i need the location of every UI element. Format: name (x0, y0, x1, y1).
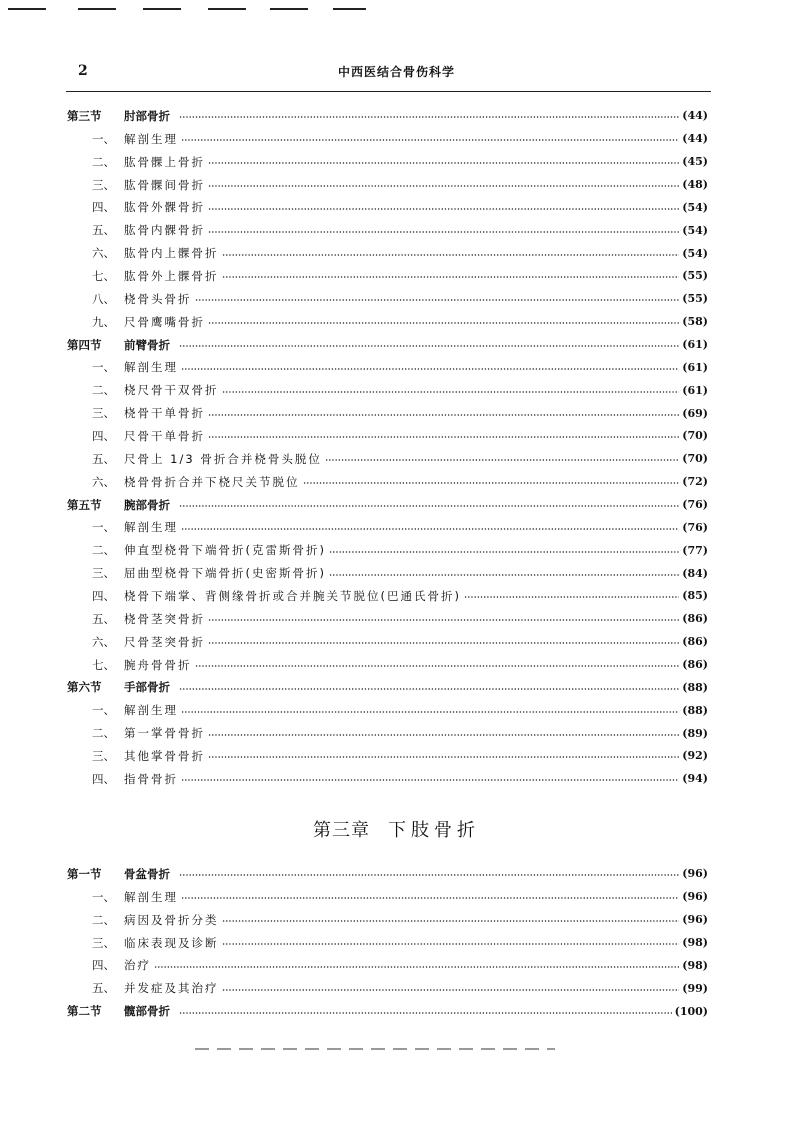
toc-block-chapter-3 (67, 863, 708, 1023)
entry-page-number: (72) (682, 475, 708, 489)
toc-section-entry (67, 333, 708, 356)
toc-block-chapter-2 (67, 105, 708, 791)
toc-item-entry (67, 379, 708, 402)
entry-page-number: (54) (682, 246, 708, 260)
toc-item-entry (67, 356, 708, 379)
entry-label: 二、 (92, 154, 115, 169)
toc-item-entry (67, 447, 708, 470)
entry-title: 伸直型桡骨下端骨折(克雷斯骨折) (124, 543, 326, 558)
entry-title: 桡骨下端掌、背侧缘骨折或合并腕关节脱位(巴通氏骨折) (124, 588, 461, 603)
toc-item-entry (67, 196, 708, 219)
entry-title: 腕舟骨骨折 (124, 657, 192, 672)
entry-page-number: (96) (682, 867, 708, 881)
entry-label: 五、 (92, 981, 115, 996)
entry-page-number: (70) (682, 429, 708, 443)
entry-title: 解剖生理 (124, 889, 178, 904)
entry-page-number: (84) (682, 566, 708, 580)
entry-title: 手部骨折 (124, 680, 170, 695)
entry-title: 尺骨鹰嘴骨折 (124, 314, 205, 329)
entry-title: 肱骨内上髁骨折 (124, 246, 219, 261)
dot-leader (303, 482, 680, 484)
entry-title: 治疗 (124, 958, 151, 973)
entry-title: 肱骨内髁骨折 (124, 223, 205, 238)
entry-label: 六、 (92, 634, 115, 649)
entry-label: 一、 (92, 889, 115, 904)
entry-title: 肘部骨折 (124, 108, 170, 123)
dot-leader (329, 574, 679, 576)
dot-leader (222, 276, 680, 278)
entry-title: 解剖生理 (124, 703, 178, 718)
scan-bottom-marks (195, 1048, 555, 1050)
toc-item-entry (67, 722, 708, 745)
entry-page-number: (89) (682, 726, 708, 740)
toc-item-entry (67, 402, 708, 425)
entry-label: 二、 (92, 543, 115, 558)
dot-leader (181, 779, 679, 781)
dot-leader (208, 756, 679, 758)
chapter-number: 第三章 (313, 820, 370, 841)
entry-page-number: (100) (674, 1004, 708, 1018)
dot-leader (208, 231, 679, 233)
toc-item-entry (67, 585, 708, 608)
entry-label: 第六节 (67, 680, 102, 695)
toc-item-entry (67, 539, 708, 562)
toc-item-entry (67, 470, 708, 493)
entry-label: 一、 (92, 703, 115, 718)
running-header-title: 中西医结合骨伤科学 (337, 65, 455, 79)
header-rule (66, 91, 711, 92)
toc-item-entry (67, 954, 708, 977)
dot-leader (179, 688, 679, 690)
entry-page-number: (70) (682, 452, 708, 466)
entry-title: 桡骨茎突骨折 (124, 611, 205, 626)
dot-leader (179, 345, 679, 347)
entry-page-number: (61) (682, 338, 708, 352)
entry-label: 五、 (92, 611, 115, 626)
entry-page-number: (55) (682, 292, 708, 306)
chapter-title: 下肢骨折 (388, 820, 480, 841)
dot-leader (195, 665, 680, 667)
dot-leader (222, 943, 680, 945)
toc-item-entry (67, 562, 708, 585)
dot-leader (181, 139, 679, 141)
entry-label: 五、 (92, 223, 115, 238)
entry-title: 肱骨髁上骨折 (124, 154, 205, 169)
entry-title: 其他掌骨骨折 (124, 748, 205, 763)
dot-leader (208, 322, 679, 324)
entry-label: 二、 (92, 912, 115, 927)
entry-label: 四、 (92, 428, 115, 443)
toc-item-entry (67, 931, 708, 954)
entry-label: 九、 (92, 314, 115, 329)
entry-label: 三、 (92, 935, 115, 950)
entry-title: 并发症及其治疗 (124, 981, 219, 996)
toc-item-entry (67, 699, 708, 722)
toc-item-entry (67, 908, 708, 931)
entry-label: 三、 (92, 406, 115, 421)
entry-label: 三、 (92, 566, 115, 581)
entry-title: 桡骨干单骨折 (124, 406, 205, 421)
toc-section-entry (67, 105, 708, 128)
dot-leader (179, 874, 679, 876)
dot-leader (208, 208, 679, 210)
entry-label: 八、 (92, 291, 115, 306)
entry-title: 桡尺骨干双骨折 (124, 383, 219, 398)
entry-title: 尺骨茎突骨折 (124, 634, 205, 649)
dot-leader (222, 391, 680, 393)
toc-item-entry (67, 767, 708, 790)
dot-leader (181, 711, 679, 713)
entry-label: 七、 (92, 268, 115, 283)
dot-leader (222, 989, 680, 991)
entry-page-number: (61) (682, 383, 708, 397)
toc-item-entry (67, 173, 708, 196)
entry-title: 骨盆骨折 (124, 866, 170, 881)
entry-title: 桡骨头骨折 (124, 291, 192, 306)
toc-section-entry (67, 493, 708, 516)
entry-label: 第一节 (67, 866, 102, 881)
dot-leader (179, 505, 679, 507)
page-number: 2 (78, 63, 88, 79)
entry-label: 四、 (92, 588, 115, 603)
dot-leader (179, 1012, 672, 1014)
entry-title: 腕部骨折 (124, 497, 170, 512)
entry-title: 前臂骨折 (124, 337, 170, 352)
entry-page-number: (86) (682, 658, 708, 672)
entry-title: 桡骨骨折合并下桡尺关节脱位 (124, 474, 300, 489)
entry-page-number: (44) (682, 109, 708, 123)
entry-page-number: (45) (682, 155, 708, 169)
toc-item-entry (67, 630, 708, 653)
entry-label: 四、 (92, 200, 115, 215)
entry-page-number: (58) (682, 315, 708, 329)
entry-page-number: (61) (682, 360, 708, 374)
entry-title: 尺骨干单骨折 (124, 428, 205, 443)
dot-leader (208, 619, 679, 621)
entry-page-number: (94) (682, 772, 708, 786)
entry-page-number: (55) (682, 269, 708, 283)
entry-label: 四、 (92, 958, 115, 973)
toc-item-entry (67, 977, 708, 1000)
entry-page-number: (76) (682, 520, 708, 534)
entry-label: 六、 (92, 246, 115, 261)
toc-item-entry (67, 265, 708, 288)
entry-page-number: (88) (682, 703, 708, 717)
entry-label: 五、 (92, 451, 115, 466)
dot-leader (181, 528, 679, 530)
entry-page-number: (96) (682, 890, 708, 904)
entry-label: 三、 (92, 748, 115, 763)
entry-page-number: (96) (682, 913, 708, 927)
toc-item-entry (67, 219, 708, 242)
entry-label: 第三节 (67, 108, 102, 123)
dot-leader (464, 596, 679, 598)
dot-leader (329, 551, 679, 553)
toc-item-entry (67, 242, 708, 265)
entry-page-number: (92) (682, 749, 708, 763)
entry-page-number: (44) (682, 132, 708, 146)
entry-title: 肱骨外髁骨折 (124, 200, 205, 215)
entry-label: 一、 (92, 360, 115, 375)
entry-page-number: (86) (682, 612, 708, 626)
dot-leader (181, 897, 679, 899)
toc-item-entry (67, 127, 708, 150)
entry-page-number: (69) (682, 406, 708, 420)
dot-leader (208, 436, 679, 438)
dot-leader (222, 254, 680, 256)
entry-label: 一、 (92, 520, 115, 535)
entry-title: 肱骨外上髁骨折 (124, 268, 219, 283)
dot-leader (208, 414, 679, 416)
toc-item-entry (67, 653, 708, 676)
entry-page-number: (86) (682, 635, 708, 649)
dot-leader (325, 459, 679, 461)
entry-title: 解剖生理 (124, 131, 178, 146)
entry-page-number: (48) (682, 178, 708, 191)
entry-title: 病因及骨折分类 (124, 912, 219, 927)
entry-page-number: (54) (682, 200, 708, 214)
entry-label: 七、 (92, 657, 115, 672)
entry-page-number: (99) (682, 981, 708, 995)
dot-leader (195, 299, 680, 301)
toc-item-entry (67, 516, 708, 539)
dot-leader (179, 116, 679, 118)
toc-item-entry (67, 607, 708, 630)
entry-page-number: (85) (682, 589, 708, 603)
entry-title: 临床表现及诊断 (124, 935, 219, 950)
entry-title: 尺骨上 1/3 骨折合并桡骨头脱位 (124, 451, 322, 466)
dot-leader (154, 966, 679, 968)
entry-title: 屈曲型桡骨下端骨折(史密斯骨折) (124, 566, 326, 581)
entry-title: 解剖生理 (124, 520, 178, 535)
toc-section-entry (67, 1000, 708, 1023)
entry-title: 指骨骨折 (124, 771, 178, 786)
dot-leader (208, 162, 679, 164)
chapter-heading (0, 816, 793, 842)
entry-title: 肱骨髁间骨折 (124, 177, 205, 192)
toc-section-entry (67, 676, 708, 699)
entry-page-number: (88) (682, 680, 708, 694)
dot-leader (208, 642, 679, 644)
entry-title: 髋部骨折 (124, 1004, 170, 1019)
entry-label: 二、 (92, 383, 115, 398)
dot-leader (208, 734, 679, 736)
entry-page-number: (76) (682, 498, 708, 512)
entry-title: 解剖生理 (124, 360, 178, 375)
toc-item-entry (67, 310, 708, 333)
entry-label: 四、 (92, 771, 115, 786)
entry-page-number: (54) (682, 223, 708, 237)
dot-leader (222, 920, 680, 922)
toc-item-entry (67, 885, 708, 908)
entry-label: 二、 (92, 726, 115, 741)
entry-label: 第二节 (67, 1004, 102, 1019)
toc-item-entry (67, 287, 708, 310)
dot-leader (181, 368, 679, 370)
entry-label: 三、 (92, 177, 115, 192)
entry-title: 第一掌骨骨折 (124, 726, 205, 741)
entry-label: 六、 (92, 474, 115, 489)
toc-item-entry (67, 745, 708, 768)
entry-page-number: (77) (682, 543, 708, 557)
toc-item-entry (67, 425, 708, 448)
entry-page-number: (98) (682, 958, 708, 972)
entry-page-number: (98) (682, 936, 708, 949)
entry-label: 第五节 (67, 497, 102, 512)
toc-item-entry (67, 150, 708, 173)
dot-leader (208, 185, 679, 187)
scan-top-marks (0, 0, 793, 12)
entry-label: 一、 (92, 131, 115, 146)
toc-section-entry (67, 863, 708, 886)
entry-label: 第四节 (67, 337, 102, 352)
